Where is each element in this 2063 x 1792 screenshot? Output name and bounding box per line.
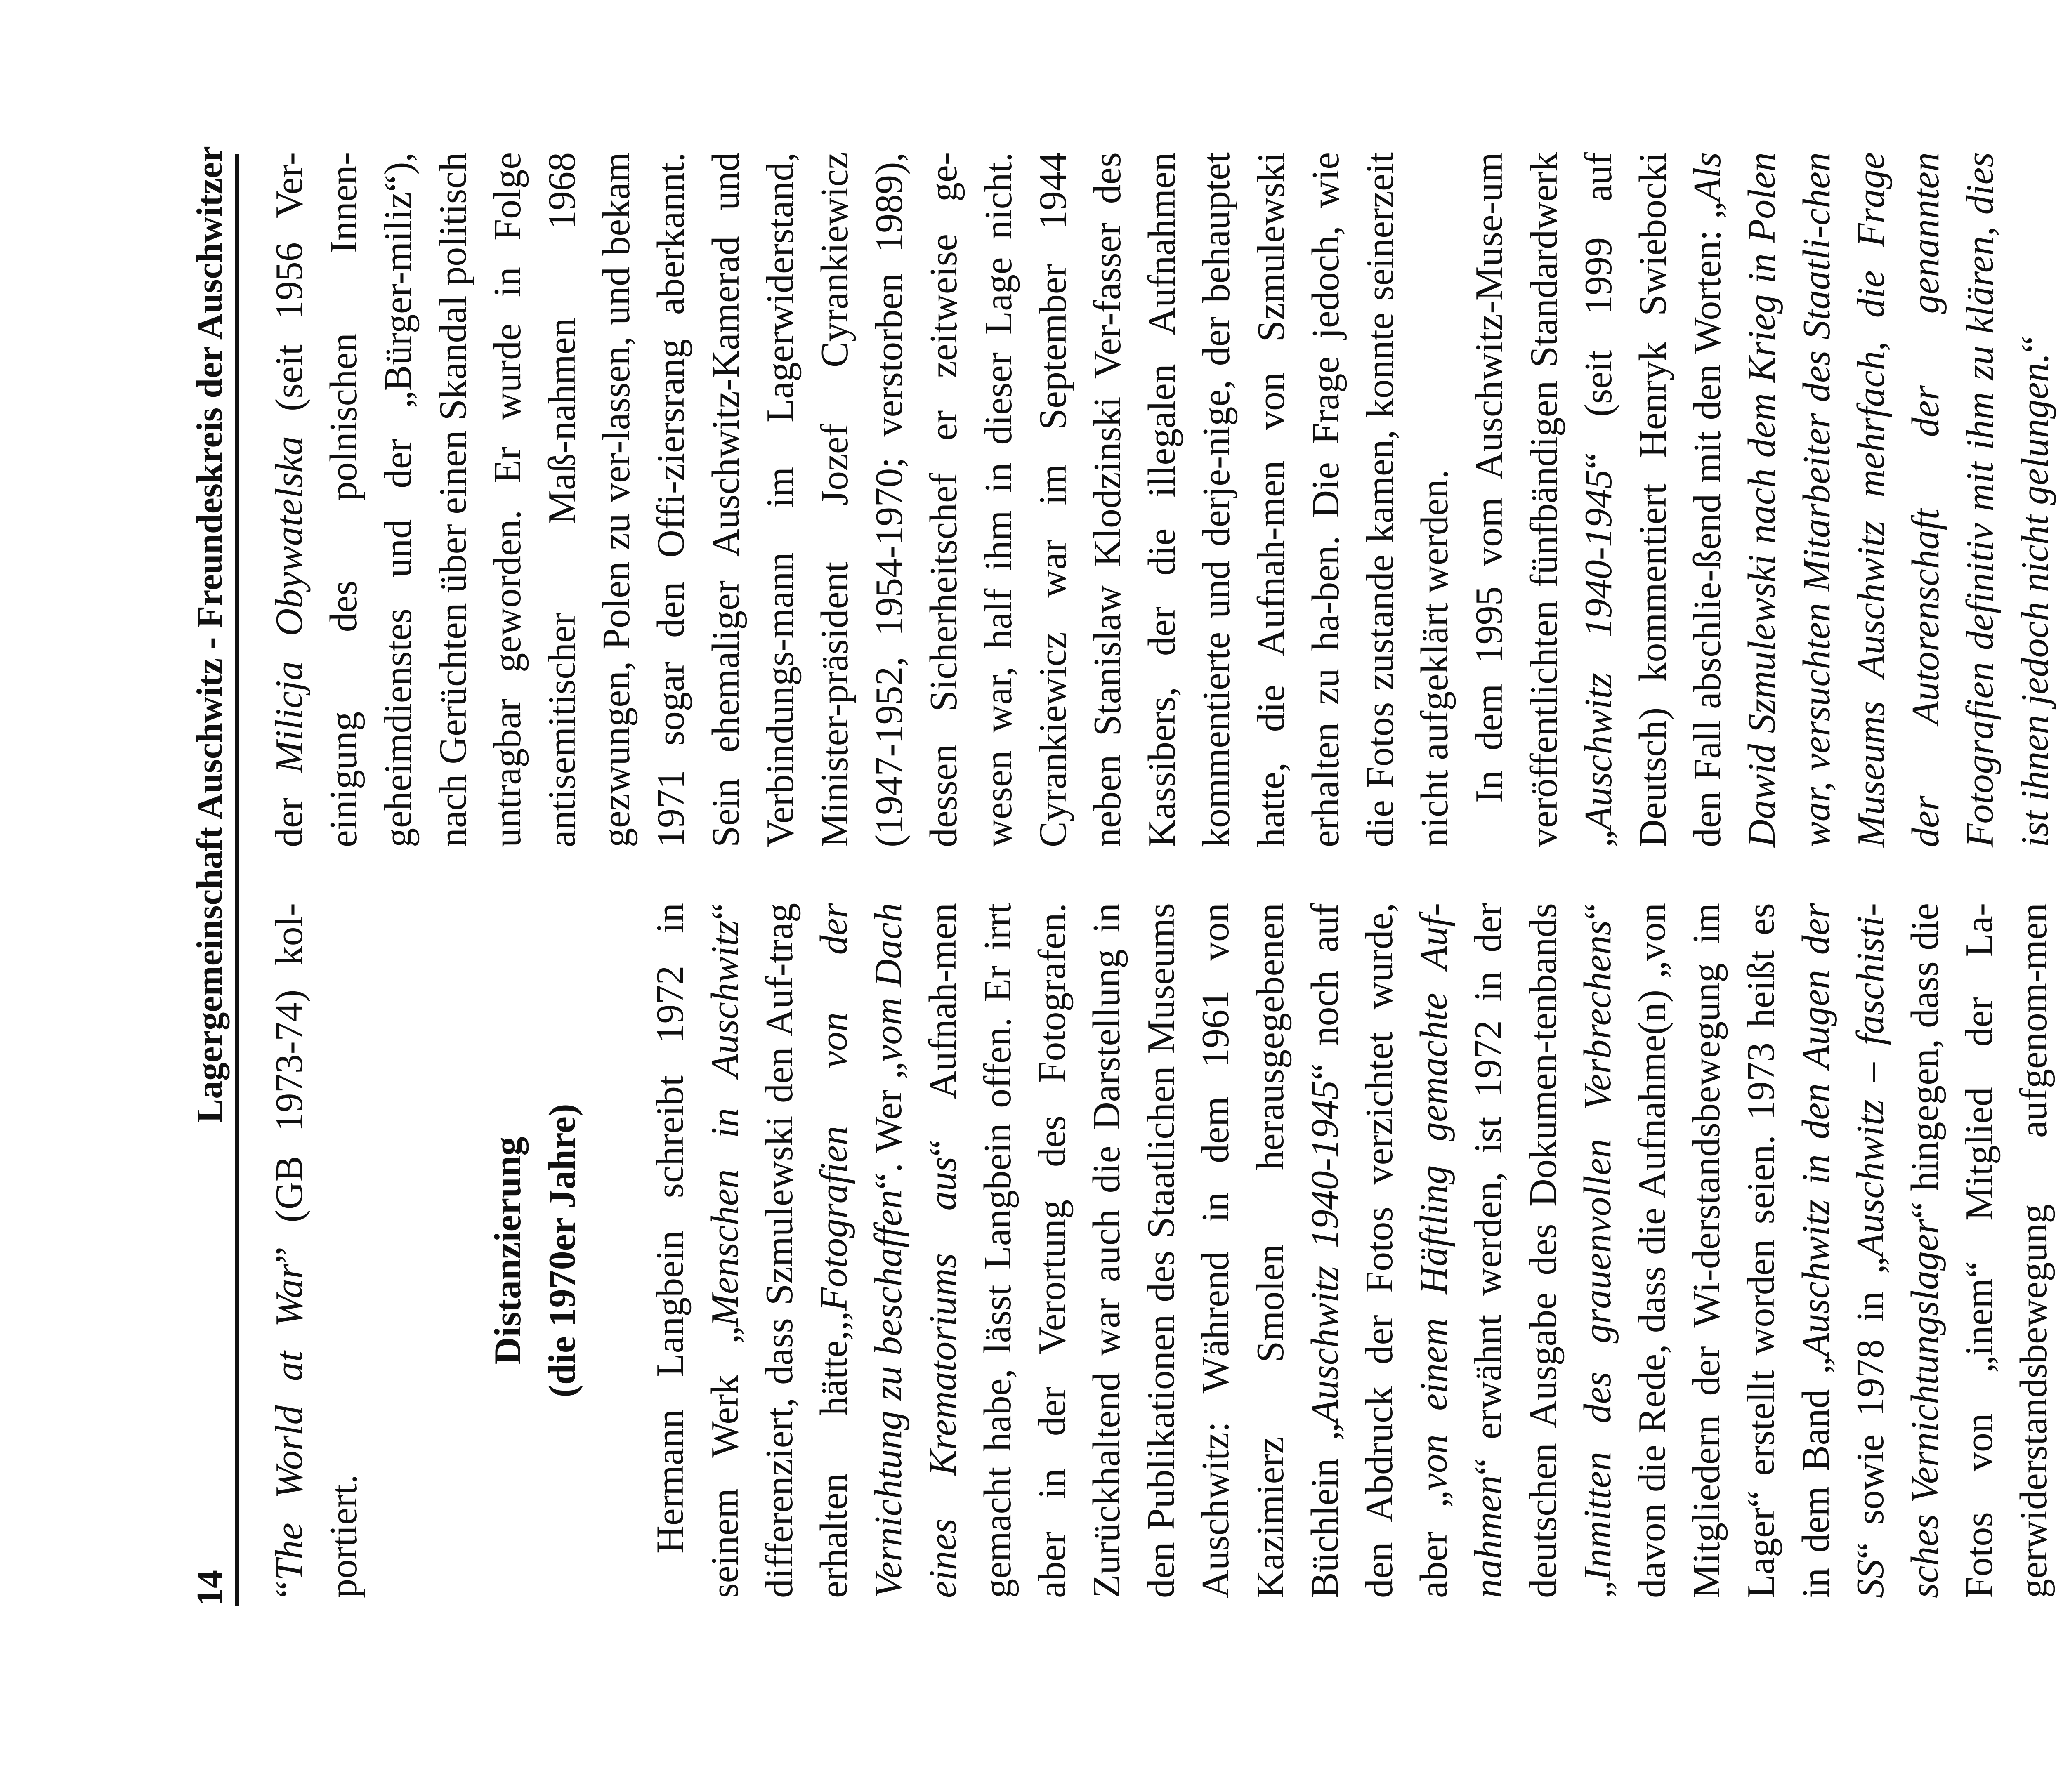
section-heading: Distanzierung (die 1970er Jahre) [486, 1103, 583, 1398]
running-title: Lagergemeinschaft Auschwitz - Freundeskreis der Auschwitzer [190, 146, 230, 1123]
paragraph-langbein: Hermann Langbein schreibt 1972 in seinem Werk „Menschen in Auschwitz“ differenziert, dass Szmulewski den Auf-trag erhalten hätte,,,Fotografien von der Vernichtung zu beschaffen“. Wer „vom Dach eines Krematoriums aus“ Aufnah-men gemacht habe, lässt Langbein offen. Er irrt aber in der Verortung des Fotografen. Zurückhaltend war auch die Darstellung in den Publikationen des Staatlichen Museums Auschwitz: Während in dem 1961 von Kazimierz Smolen herausgegebenen Büchlein „Auschwitz 1940-1945“ noch auf den Abdruck der Fotos verzichtet wurde, aber „von einem Häftling gemachte Auf-nahmen“ erwähnt werden, ist 1972 in der deutschen Ausgabe des Dokumen-tenbands „Inmitten des grauenvollen Verbrechens“ davon die Rede, dass die Aufnahme(n) „von Mitgliedern der Wi-derstandsbewegung im Lager“ erstellt worden seien. 1973 heißt es in dem Band „Auschwitz in den Augen der SS“ sowie 1978 in „Auschwitz – faschisti-sches Vernichtungslager“ hingegen, dass die Fotos von „inem“ Mitglied der La-gerwiderstandsbewegung aufgenom-men [649, 903, 2056, 1598]
section-spacer [371, 903, 480, 1598]
page-number: 14 [190, 1570, 230, 1606]
paragraph-museum-1995: In dem 1995 vom Auschwitz-Muse-um veröffentlichten fünfbändigen Standardwerk „Auschwitz 1940-1945“ (seit 1999 auf Deutsch) kommentiert Henryk Swiebocki den Fall abschlie-ßend mit den Worten: „Als Dawid Szmulewski nach dem Krieg in Polen war, versuchten Mitarbeiter des Staatli-chen Museums Auschwitz mehrfach, die Frage der Autorenschaft der genannten Fotografien definitiv mit ihm zu klären, dies ist ihnen jedoch nicht gelungen.“ [1468, 152, 2056, 847]
heading-spacer [589, 903, 643, 1598]
paragraph-world-at-war: “The World at War” (GB 1973-74) kol-portiert. [268, 903, 366, 1598]
page-header [188, 146, 232, 1606]
left-column [262, 903, 2063, 1598]
right-column [262, 152, 2063, 847]
paragraph-milicja: der Milicja Obywatelska (seit 1956 Ver-einigung des polnischen Innen-geheimdienstes und der „Bürger-miliz“), nach Gerüchten über einen Skandal politisch untragbar geworden. Er wurde in Folge antisemitischer Maß-nahmen 1968 gezwungen, Polen zu ver-lassen, und bekam 1971 sogar den Offi-ziersrang aberkannt. Sein ehemaliger Auschwitz-Kamerad und Verbindungs-mann im Lagerwiderstand, Minister-präsident Jozef Cyrankiewicz (1947-1952, 1954-1970; verstorben 1989), dessen Sicherheitschef er zeitweise ge-wesen war, half ihm in dieser Lage nicht. Cyrankiewicz war im September 1944 neben Stanislaw Klodzinski Ver-fasser des Kassibers, der die illegalen Aufnahmen kommentierte und derje-nige, der behauptet hatte, die Aufnah-men von Szmulewski erhalten zu ha-ben. Die Frage jedoch, wie die Fotos zustande kamen, konnte seinerzeit nicht aufgeklärt werden. [268, 152, 1456, 847]
header-rule [235, 154, 239, 1606]
